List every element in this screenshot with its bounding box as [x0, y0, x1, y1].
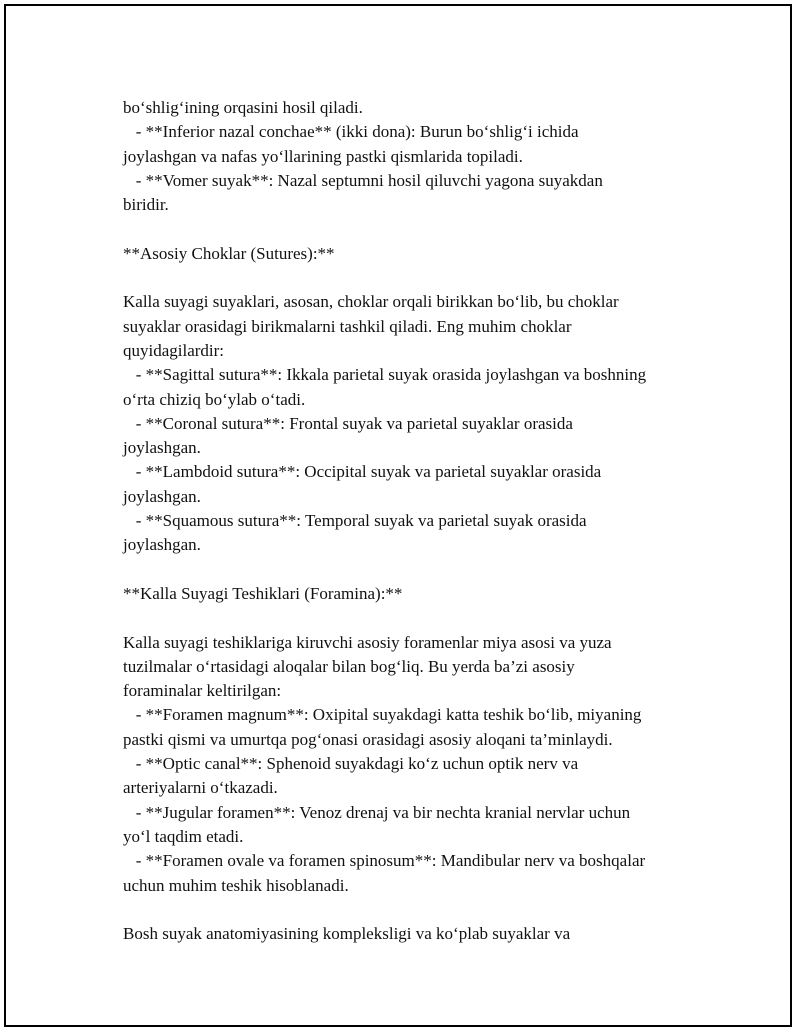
text-line: pastki qismi va umurtqa pog‘onasi orasidagi asosiy aloqani ta’minlaydi.	[123, 729, 613, 749]
text-line: joylashgan.	[123, 535, 201, 555]
text-line: bo‘shlig‘ining orqasini hosil qiladi.	[123, 98, 363, 117]
text-line: tuzilmalar o‘rtasidagi aloqalar bilan bog‘liq. Bu yerda ba’zi asosiy	[123, 656, 575, 676]
text-line: - **Inferior nazal conchae** (ikki dona): Burun bo‘shlig‘i ichida	[123, 122, 579, 142]
text-line: suyaklar orasidagi birikmalarni tashkil qiladi. Eng muhim choklar	[123, 316, 572, 336]
text-line: - **Foramen ovale va foramen spinosum**: Mandibular nerv va boshqalar	[123, 851, 646, 871]
text-line: Bosh suyak anatomiyasining kompleksligi va ko‘plab suyaklar va	[123, 924, 571, 944]
text-line: joylashgan va nafas yo‘llarining pastki qismlarida topiladi.	[123, 146, 523, 166]
text-line: arteriyalarni o‘tkazadi.	[123, 778, 278, 798]
text-line: joylashgan.	[123, 486, 201, 506]
document-body	[123, 96, 723, 946]
text-line: - **Lambdoid sutura**: Occipital suyak va parietal suyaklar orasida	[123, 462, 602, 482]
blank-line	[123, 266, 723, 290]
text-line: Kalla suyagi suyaklari, asosan, choklar orqali birikkan bo‘lib, bu choklar	[123, 292, 619, 312]
text-line: Kalla suyagi teshiklariga kiruvchi asosiy foramenlar miya asosi va yuza	[123, 632, 612, 652]
text-line: - **Coronal sutura**: Frontal suyak va parietal suyaklar orasida	[123, 413, 573, 433]
blank-line	[123, 558, 723, 582]
text-line: - **Jugular foramen**: Venoz drenaj va bir nechta kranial nervlar uchun	[123, 802, 631, 822]
blank-line	[123, 606, 723, 630]
text-line: uchun muhim teshik hisoblanadi.	[123, 875, 349, 895]
text-line: - **Optic canal**: Sphenoid suyakdagi ko‘z uchun optik nerv va	[123, 754, 579, 774]
text-line: o‘rta chiziq bo‘ylab o‘tadi.	[123, 389, 306, 409]
text-line: - **Squamous sutura**: Temporal suyak va parietal suyak orasida	[123, 511, 587, 531]
section-heading: **Kalla Suyagi Teshiklari (Foramina):**	[123, 583, 403, 603]
text-line: foraminalar keltirilgan:	[123, 681, 282, 701]
blank-line	[123, 217, 723, 241]
text-line: quyidagilardir:	[123, 340, 225, 360]
text-line: - **Vomer suyak**: Nazal septumni hosil qiluvchi yagona suyakdan	[123, 170, 603, 190]
text-line: biridir.	[123, 195, 169, 215]
text-line: joylashgan.	[123, 438, 201, 458]
text-line: - **Sagittal sutura**: Ikkala parietal suyak orasida joylashgan va boshning	[123, 365, 647, 385]
blank-line	[123, 898, 723, 922]
text-line: yo‘l taqdim etadi.	[123, 826, 244, 846]
document-page	[4, 4, 792, 1027]
section-heading: **Asosiy Choklar (Sutures):**	[123, 243, 335, 263]
text-line: - **Foramen magnum**: Oxipital suyakdagi katta teshik bo‘lib, miyaning	[123, 705, 642, 725]
